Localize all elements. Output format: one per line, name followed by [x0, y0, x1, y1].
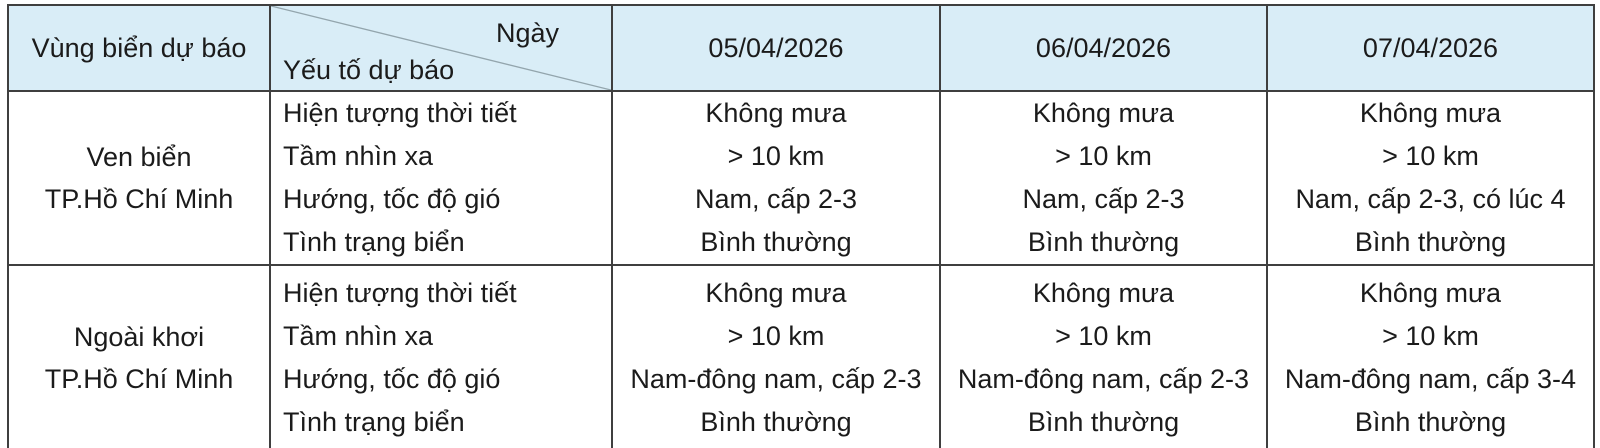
value-item: Nam-đông nam, cấp 2-3: [957, 363, 1250, 394]
factor-list: [270, 265, 612, 448]
header-factor-axis-label: Yếu tố dự báo: [283, 55, 455, 85]
region-cell: [8, 91, 270, 265]
value-item: Nam, cấp 2-3: [694, 184, 858, 214]
group-row-ngoai-khoi: [8, 265, 1594, 448]
value-cell-day1: [612, 91, 940, 265]
factor-item: Tầm nhìn xa: [283, 320, 434, 351]
date-header-3: 07/04/2026: [1267, 5, 1594, 91]
value-item: Không mưa: [1359, 277, 1502, 308]
value-item: Nam, cấp 2-3: [1022, 184, 1185, 214]
value-cell-day2: [940, 91, 1267, 265]
value-item: Nam-đông nam, cấp 2-3: [630, 363, 922, 394]
value-item: Không mưa: [705, 277, 847, 308]
date-header-2: 06/04/2026: [940, 5, 1267, 91]
factor-item: Hiện tượng thời tiết: [283, 98, 517, 128]
value-item: Không mưa: [1359, 98, 1502, 128]
value-cell-day3: [1267, 91, 1594, 265]
factor-list: [270, 91, 612, 265]
value-item: Nam-đông nam, cấp 3-4: [1284, 363, 1577, 394]
value-item: Bình thường: [700, 227, 852, 257]
value-item: Bình thường: [700, 406, 852, 437]
factor-item: Hướng, tốc độ gió: [283, 363, 501, 394]
factor-item: Hiện tượng thời tiết: [283, 277, 517, 308]
value-item: Bình thường: [1027, 227, 1180, 257]
factor-item: Tình trạng biển: [283, 406, 465, 437]
group-row-ven-bien: [8, 91, 1594, 265]
region-name-line: Ven biển: [86, 142, 192, 172]
value-cell-day1: [612, 265, 940, 448]
value-item: Bình thường: [1354, 227, 1507, 257]
header-date-axis-label: Ngày: [495, 18, 559, 48]
diagonal-cell-content: [271, 6, 611, 90]
header-row: [8, 5, 1594, 91]
value-item: Bình thường: [1354, 406, 1507, 437]
value-item: Không mưa: [1032, 277, 1175, 308]
value-item: Không mưa: [705, 98, 847, 128]
marine-forecast-table: [7, 4, 1595, 448]
region-column-header: Vùng biển dự báo: [8, 5, 270, 91]
value-item: > 10 km: [1055, 320, 1152, 351]
region-cell: [8, 265, 270, 448]
region-name-line: TP.Hồ Chí Minh: [44, 363, 234, 394]
diagonal-header-cell: [270, 5, 612, 91]
value-cell-day2: [940, 265, 1267, 448]
value-item: > 10 km: [1382, 141, 1479, 171]
value-item: Nam, cấp 2-3, có lúc 4: [1295, 184, 1566, 214]
value-item: > 10 km: [1055, 141, 1152, 171]
factor-item: Hướng, tốc độ gió: [283, 184, 501, 214]
factor-item: Tầm nhìn xa: [283, 141, 434, 171]
value-item: > 10 km: [727, 141, 825, 171]
value-cell-day3: [1267, 265, 1594, 448]
region-name-line: TP.Hồ Chí Minh: [44, 184, 234, 214]
date-header-1: 05/04/2026: [612, 5, 940, 91]
value-item: > 10 km: [1382, 320, 1479, 351]
value-item: > 10 km: [727, 320, 825, 351]
factor-item: Tình trạng biển: [283, 227, 465, 257]
region-name-line: Ngoài khơi: [73, 321, 205, 352]
value-item: Không mưa: [1032, 98, 1175, 128]
value-item: Bình thường: [1027, 406, 1180, 437]
